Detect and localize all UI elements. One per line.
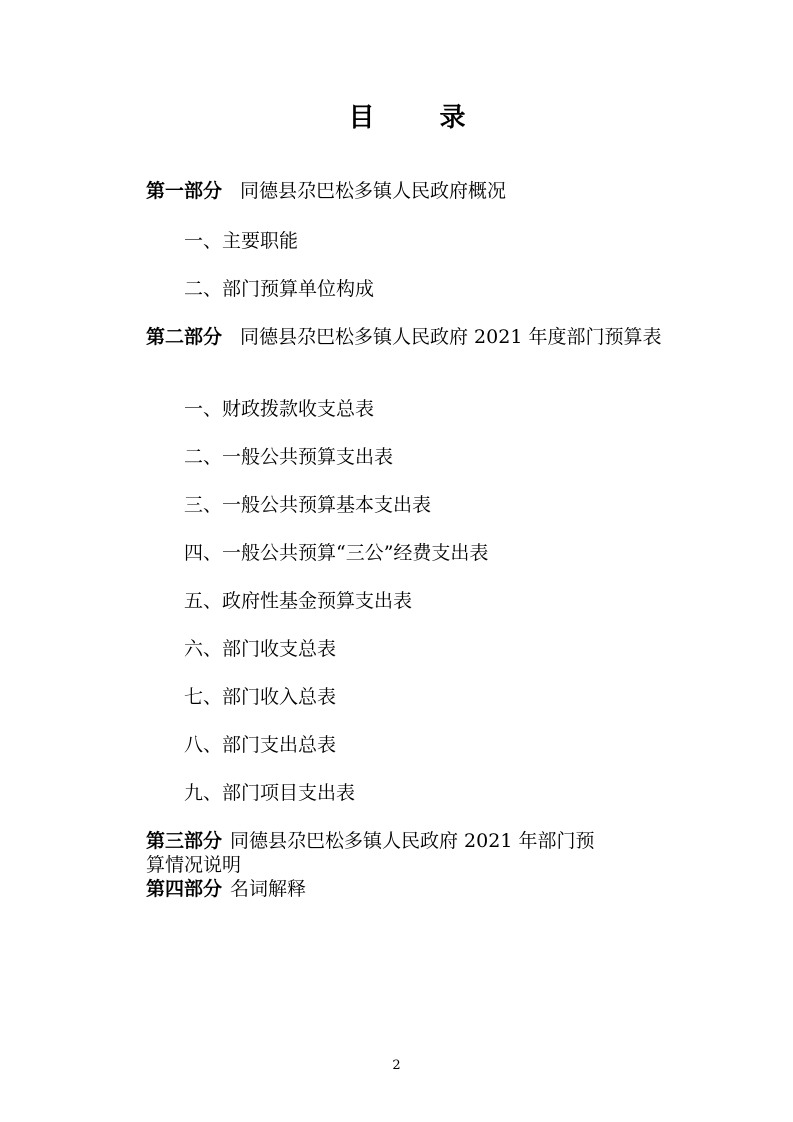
toc-part-4[interactable] [146, 877, 698, 901]
part-1-title: 同德县尕巴松多镇人民政府概况 [240, 180, 507, 202]
part-4-title: 名词解释 [230, 878, 307, 900]
page-number: 2 [392, 1058, 401, 1073]
toc-item-2-1[interactable]: 一、财政拨款收支总表 [184, 398, 375, 420]
toc-item-1-1[interactable]: 一、主要职能 [184, 230, 299, 252]
toc-item-2-2[interactable]: 二、一般公共预算支出表 [184, 446, 394, 468]
toc-item-2-4[interactable]: 四、一般公共预算“三公”经费支出表 [184, 542, 489, 564]
toc-item-2-5[interactable]: 五、政府性基金预算支出表 [184, 590, 413, 612]
toc-item-2-9[interactable]: 九、部门项目支出表 [184, 782, 356, 804]
part-1-label: 第一部分 [146, 180, 223, 202]
toc-item-2-3[interactable]: 三、一般公共预算基本支出表 [184, 494, 432, 516]
part-2-label: 第二部分 [146, 326, 223, 348]
toc-title: 目 录 [348, 103, 494, 133]
toc-part-2[interactable] [146, 325, 698, 349]
toc-part-1[interactable] [146, 179, 698, 203]
part-4-label: 第四部分 [146, 878, 223, 900]
toc-item-1-2[interactable]: 二、部门预算单位构成 [184, 278, 375, 300]
toc-part-3[interactable] [146, 829, 598, 877]
toc-item-2-8[interactable]: 八、部门支出总表 [184, 734, 337, 756]
toc-item-2-7[interactable]: 七、部门收入总表 [184, 686, 337, 708]
part-3-label: 第三部分 [146, 830, 223, 852]
part-3-title: 同德县尕巴松多镇人民政府 2021 年部门预算情况说明 [146, 830, 595, 876]
toc-item-2-6[interactable]: 六、部门收支总表 [184, 638, 337, 660]
part-2-title: 同德县尕巴松多镇人民政府 2021 年度部门预算表 [240, 326, 662, 348]
